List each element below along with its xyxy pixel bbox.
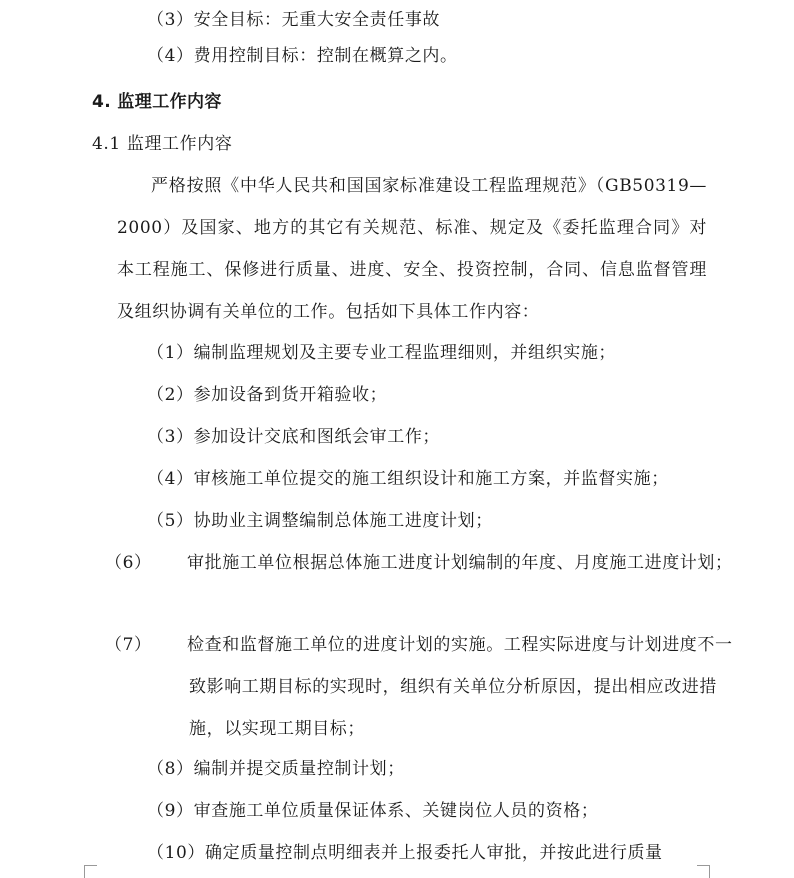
- item-text: 编制监理规划及主要专业工程监理细则，并组织实施；: [193, 343, 617, 363]
- item-text: 确定质量控制点明细表并上报委托人审批，并按此进行质量: [205, 843, 663, 863]
- item-text: 参加设计交底和图纸会审工作；: [193, 427, 441, 447]
- list-item: [105, 624, 749, 750]
- margin-corner-mark: [697, 865, 710, 878]
- list-item: [147, 332, 707, 374]
- item-text: 费用控制目标：控制在概算之内。: [193, 46, 458, 66]
- list-item: [147, 500, 707, 542]
- item-number: （3）: [147, 427, 194, 447]
- list-item: [147, 790, 707, 832]
- item-number: （4）: [147, 46, 194, 66]
- item-number: （2）: [147, 385, 194, 405]
- item-number: （4）: [147, 469, 194, 489]
- item-number: （9）: [147, 801, 194, 821]
- list-item: [147, 748, 707, 790]
- list-item: [147, 374, 707, 416]
- item-number: （1）: [147, 343, 194, 363]
- item-number: （6）: [105, 553, 152, 573]
- list-item: [147, 416, 707, 458]
- item-number: （5）: [147, 511, 194, 531]
- item-text: 审查施工单位质量保证体系、关键岗位人员的资格；: [193, 801, 599, 821]
- item-text: 编制并提交质量控制计划；: [193, 759, 405, 779]
- item-number: （8）: [147, 759, 194, 779]
- item-text: 审批施工单位根据总体施工进度计划编制的年度、月度施工进度计划；: [187, 553, 733, 573]
- item-text: 审核施工单位提交的施工组织设计和施工方案，并监督实施；: [193, 469, 669, 489]
- list-item: [147, 44, 458, 68]
- item-number: （7）: [105, 635, 152, 655]
- item-text: 安全目标：无重大安全责任事故: [193, 10, 441, 30]
- item-number: （10）: [147, 843, 206, 863]
- section-heading: 4. 监理工作内容: [92, 92, 222, 112]
- list-item: [147, 8, 440, 32]
- item-text: 参加设备到货开箱验收；: [193, 385, 388, 405]
- item-number: （3）: [147, 10, 194, 30]
- list-item: [147, 458, 707, 500]
- intro-paragraph: 严格按照《中华人民共和国国家标准建设工程监理规范》（GB50319—2000）及国家、地方的其它有关规范、标准、规定及《委托监理合同》对本工程施工、保修进行质量、进度、安全、投资控制，合同、信息监督管理及组织协调有关单位的工作。包括如下具体工作内容：: [117, 176, 707, 322]
- list-item: [105, 542, 749, 584]
- item-text: 协助业主调整编制总体施工进度计划；: [193, 511, 493, 531]
- sub-heading: 4.1 监理工作内容: [92, 134, 233, 154]
- item-text: 检查和监督施工单位的进度计划的实施。工程实际进度与计划进度不一致影响工期目标的实现时，组织有关单位分析原因，提出相应改进措施，以实现工期目标；: [187, 635, 733, 739]
- margin-corner-mark: [84, 865, 97, 878]
- list-item: [147, 832, 707, 874]
